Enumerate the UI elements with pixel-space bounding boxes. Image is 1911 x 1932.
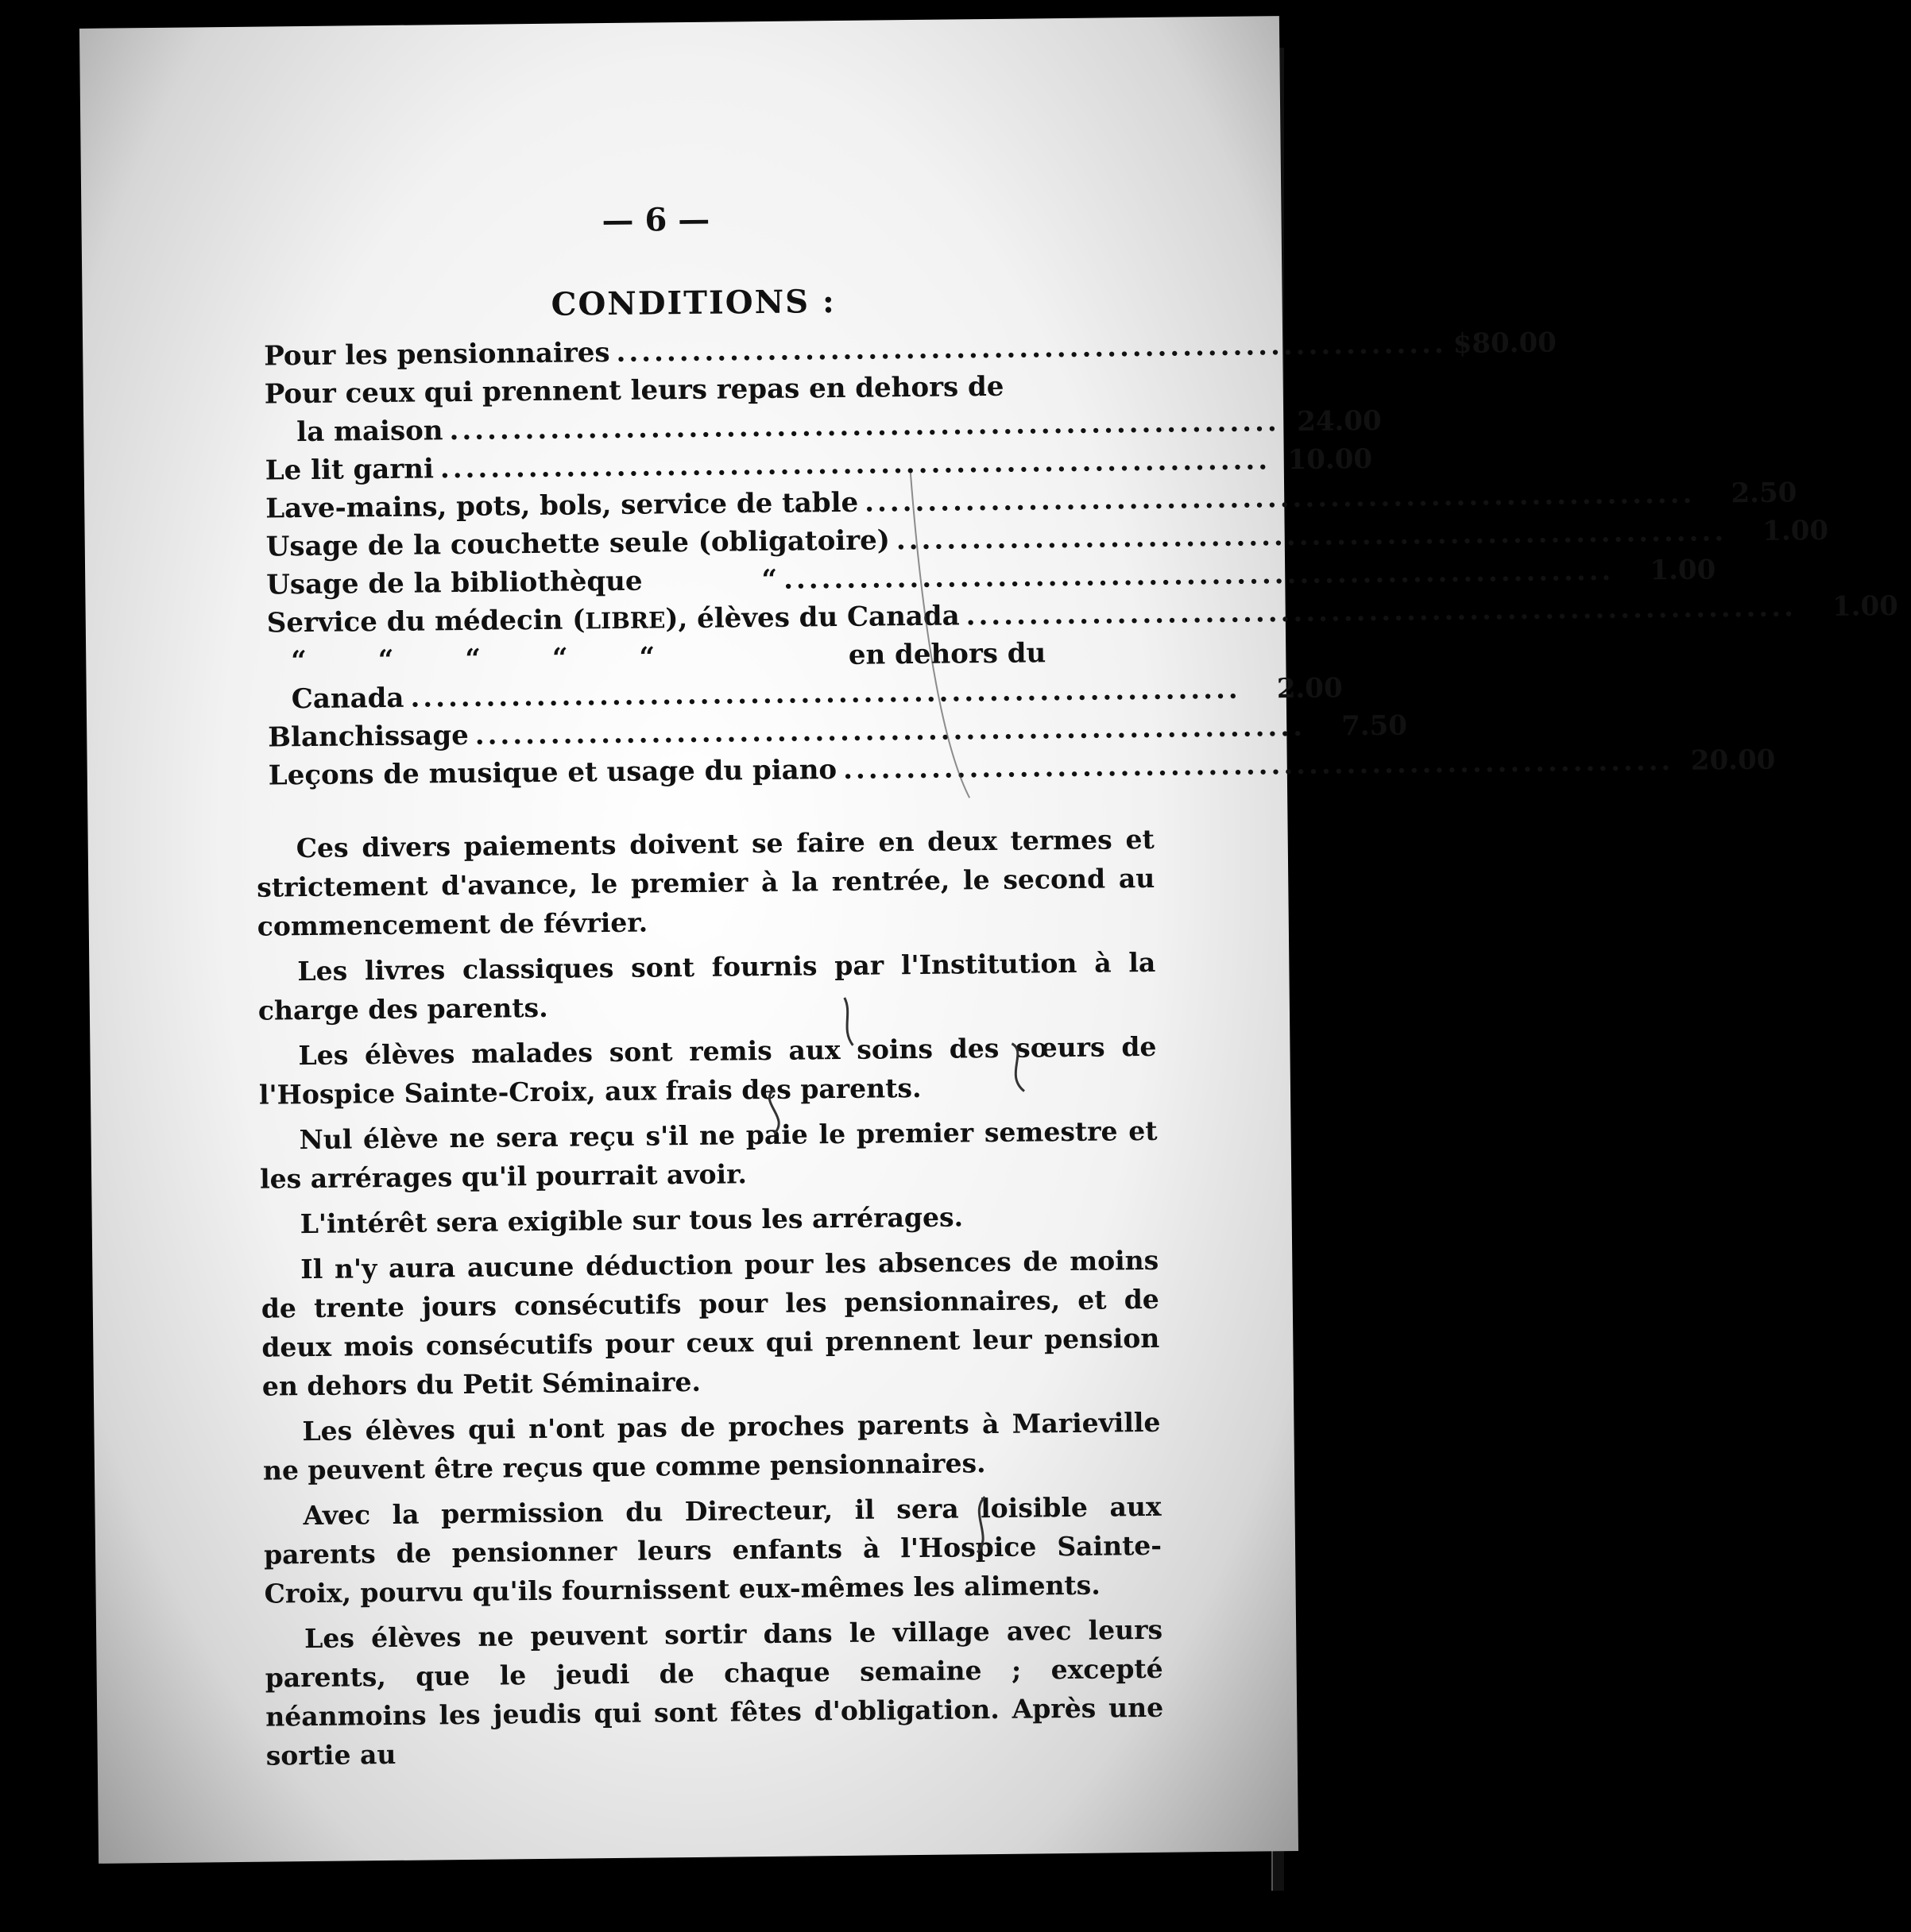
fee-amount: 20.00 — [1690, 744, 1776, 777]
leader-dots: .................................................................. — [439, 444, 1271, 485]
fee-table — [264, 327, 1899, 798]
leader-dots: .................................................................. — [783, 554, 1615, 596]
paragraph: L'intérêt sera exigible sur tous les arrérages. — [300, 1201, 964, 1240]
paragraph: Les élèves qui n'ont pas de proches parents à Marieville ne peuvent être reçus que comme pensionnaires. — [262, 1406, 1161, 1486]
fee-label: Pour ceux qui prennent leurs repas en dehors de — [264, 370, 1004, 411]
fee-label: Service du médecin (LIBRE), élèves du Canada — [266, 600, 960, 639]
leader-dots: .................................................................. — [616, 327, 1447, 369]
fee-amount: 1.00 — [1762, 514, 1829, 547]
paragraph: Les élèves malades sont remis aux soins des sœurs de l'Hospice Sainte-Croix, aux frais des parents. — [258, 1030, 1157, 1111]
fee-amount: 2.50 — [1731, 477, 1797, 510]
ditto-marks: “ “ “ “ “ — [291, 641, 656, 678]
fee-label-continued: en dehors du — [848, 637, 1046, 671]
fee-label: Usage de la couchette seule (obligatoire) — [265, 524, 891, 563]
fee-amount: 2.00 — [1276, 672, 1343, 705]
paragraph: Ces divers paiements doivent se faire en deux termes et strictement d'avance, le premier à la rentrée, le second au commencement de février. — [257, 823, 1155, 942]
fee-amount: $80.00 — [1453, 327, 1557, 360]
paragraph: Les élèves ne peuvent sortir dans le village avec leurs parents, que le jeudi de chaque semaine ; excepté néanmoins les jeudis qui sont fêtes d'obligation. Après une sortie au — [265, 1613, 1164, 1772]
ditto-mark: “ — [761, 563, 778, 597]
paragraph: Nul élève ne sera reçu s'il ne paie le premier semestre et les arrérages qu'il pourrait avoir. — [259, 1115, 1158, 1195]
fee-label: Blanchissage — [268, 719, 469, 754]
leader-dots: .................................................................. — [965, 591, 1797, 632]
fee-amount: 10.00 — [1287, 442, 1373, 477]
leader-dots: .................................................................. — [410, 673, 1241, 714]
page-heading: CONDITIONS : — [551, 283, 836, 323]
page-number: — 6 — — [602, 200, 710, 240]
fee-label: Lave-mains, pots, bols, service de table — [265, 486, 859, 525]
paragraph: Il n'y aura aucune déduction pour les absences de moins de trente jours consécutifs pour les pensionnaires, et de deux mois consécutifs pour ceux qui prennent leur pension en dehors du Petit Séminaire. — [261, 1244, 1160, 1402]
leader-dots: .................................................................. — [864, 477, 1696, 519]
leader-dots: .................................................................. — [474, 710, 1306, 752]
fee-amount: 7.50 — [1340, 709, 1408, 743]
paragraph: Avec la permission du Directeur, il sera loisible aux parents de pensionner leurs enfants à l'Hospice Sainte-Croix, pourvu qu'ils fournissent eux-mêmes les aliments. — [263, 1490, 1162, 1609]
fee-amount: 1.00 — [1650, 554, 1716, 587]
leader-dots: .................................................................. — [842, 745, 1674, 786]
fee-label: la maison — [296, 415, 443, 449]
fee-label: Le lit garni — [265, 453, 435, 487]
leader-dots: .................................................................. — [449, 406, 1280, 447]
fee-label: Leçons de musique et usage du piano — [268, 754, 838, 792]
fee-label: Pour les pensionnaires — [264, 337, 610, 373]
fee-label: Canada — [291, 682, 404, 716]
leader-dots: .................................................................. — [896, 516, 1727, 557]
fee-row — [268, 744, 1776, 798]
conditions-body — [257, 820, 1164, 1782]
fee-amount: 1.00 — [1832, 590, 1899, 623]
fee-amount: 24.00 — [1297, 404, 1382, 438]
fee-label: Usage de la bibliothèque — [266, 565, 643, 601]
document-page — [79, 16, 1899, 1864]
paragraph: Les livres classiques sont fournis par l'Institution à la charge des parents. — [257, 946, 1156, 1026]
